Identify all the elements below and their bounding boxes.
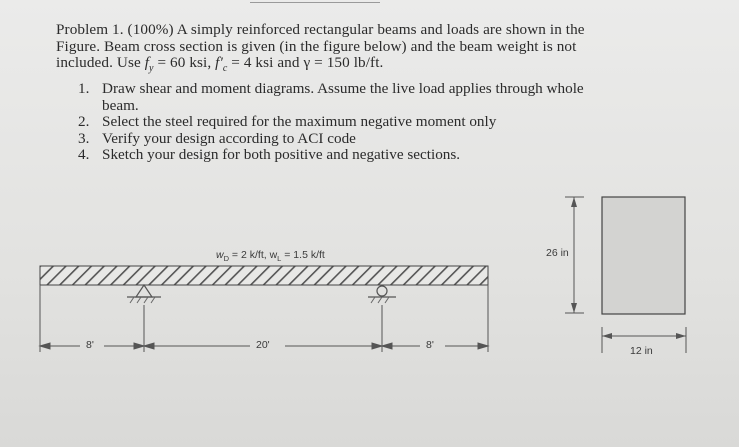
section-height-label: 26 in xyxy=(546,247,569,259)
wl-subscript: L xyxy=(277,254,282,264)
task-number: 3. xyxy=(78,129,90,147)
load-value-dead: = 2 k/ft, w xyxy=(229,249,278,261)
dimension-right xyxy=(382,343,488,349)
task-number: 1. xyxy=(78,80,90,97)
dimension-left-label: 8' xyxy=(86,339,94,351)
task-text-continued: beam. xyxy=(102,96,139,114)
section-width-label: 12 in xyxy=(630,345,653,357)
task-text: Select the steel required for the maximum negative moment only xyxy=(102,113,497,131)
problem-intro-line1: Problem 1. (100%) A simply reinforced rectangular beams and loads are shown in the xyxy=(56,21,585,38)
wd-symbol: w xyxy=(216,249,224,261)
fc-subscript: c xyxy=(222,63,228,75)
load-value-live: = 1.5 k/ft xyxy=(281,249,325,261)
task-number: 2. xyxy=(78,113,90,131)
task-text: Sketch your design for both positive and negative sections. xyxy=(102,146,461,164)
roller-support-right xyxy=(368,286,396,303)
task-text: Draw shear and moment diagrams. Assume the live load applies through whole xyxy=(102,80,584,97)
fy-symbol: f xyxy=(144,54,150,71)
task-text: Verify your design according to ACI code xyxy=(102,129,356,147)
beam-body xyxy=(40,266,488,285)
intro-use-text: included. Use xyxy=(56,54,145,71)
section-rectangle xyxy=(602,197,685,314)
wd-subscript: D xyxy=(223,254,230,264)
fy-value: = 60 ksi, xyxy=(153,54,216,71)
task-number: 4. xyxy=(78,146,90,164)
dimension-right-label: 8' xyxy=(426,339,434,351)
fc-value: = 4 ksi and γ = 150 lb/ft. xyxy=(227,54,384,71)
fy-subscript: y xyxy=(149,63,154,75)
dimension-middle-label: 20' xyxy=(256,339,270,351)
problem-intro-line2: Figure. Beam cross section is given (in the figure below) and the beam weight is not xyxy=(56,37,577,55)
cross-section xyxy=(565,197,686,353)
pin-support-left xyxy=(127,285,161,303)
fc-symbol: f' xyxy=(215,54,223,71)
load-label xyxy=(216,249,325,263)
